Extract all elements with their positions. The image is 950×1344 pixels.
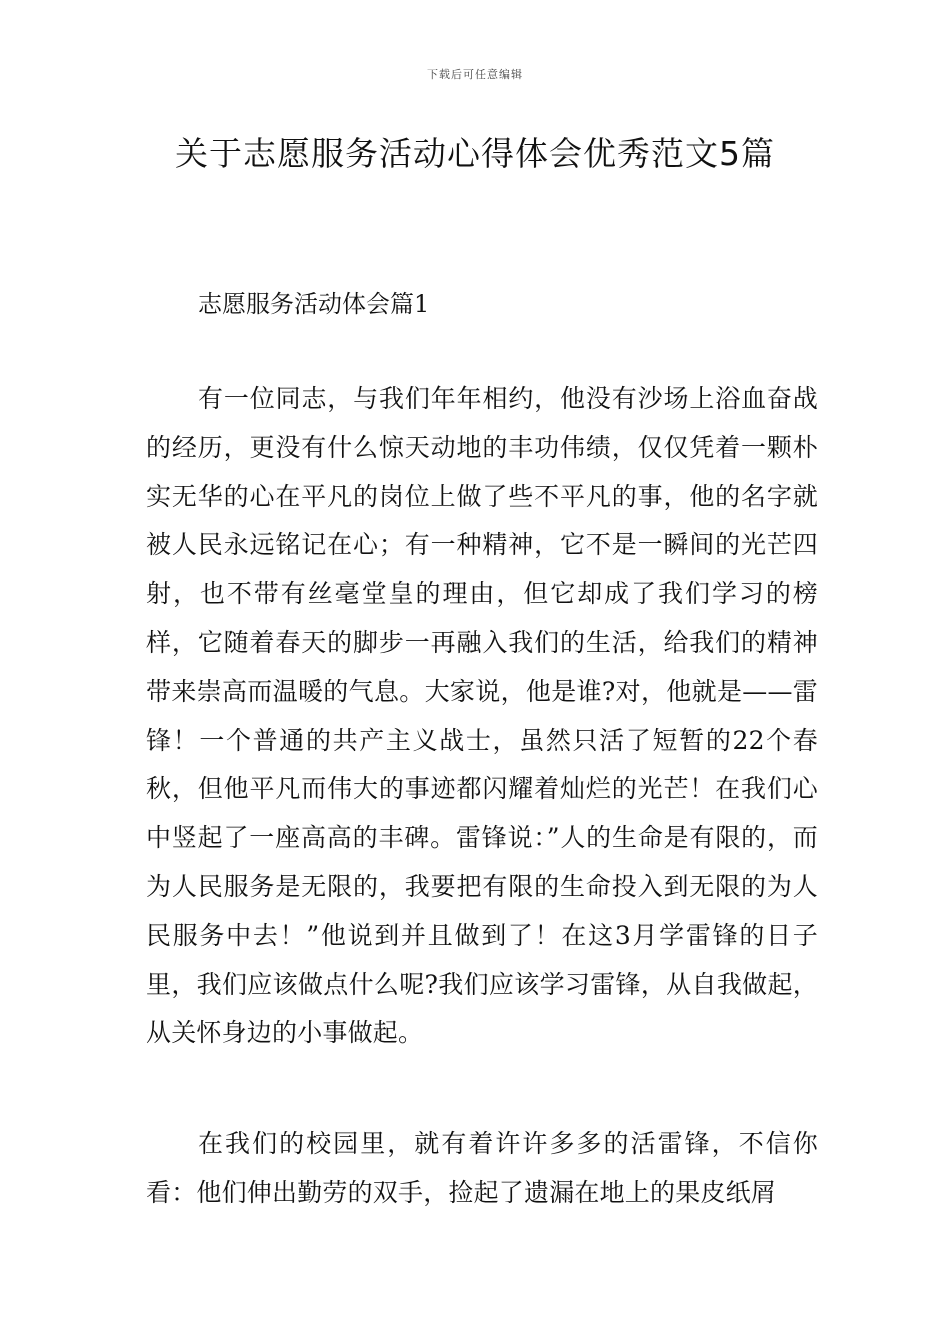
header-note: 下载后可任意编辑 xyxy=(427,68,523,81)
body-paragraph: 有一位同志，与我们年年相约，他没有沙场上浴血奋战的经历，更没有什么惊天动地的丰功伟绩，仅仅凭着一颗朴实无华的心在平凡的岗位上做了些不平凡的事，他的名字就被人民永远铭记在心；有一种精神，它不是一瞬间的光芒四射，也不带有丝毫堂皇的理由，但它却成了我们学习的榜样，它随着春天的脚步一再融入我们的生活，给我们的精神带来崇高而温暖的气息。大家说，他是谁?对，他就是——雷锋！一个普通的共产主义战士，虽然只活了短暂的22个春秋，但他平凡而伟大的事迹都闪耀着灿烂的光芒！在我们心中竖起了一座高高的丰碑。雷锋说：”人的生命是有限的，而为人民服务是无限的，我要把有限的生命投入到无限的为人民服务中去！”他说到并且做到了！在这3月学雷锋的日子里，我们应该做点什么呢?我们应该学习雷锋，从自我做起，从关怀身边的小事做起。 xyxy=(146,384,818,1048)
document-title: 关于志愿服务活动心得体会优秀范文5篇 xyxy=(175,134,775,173)
body-paragraph: 在我们的校园里，就有着许许多多的活雷锋，不信你看：他们伸出勤劳的双手，捡起了遗漏在地上的果皮纸屑 xyxy=(146,1129,818,1207)
section-heading: 志愿服务活动体会篇1 xyxy=(198,290,430,318)
